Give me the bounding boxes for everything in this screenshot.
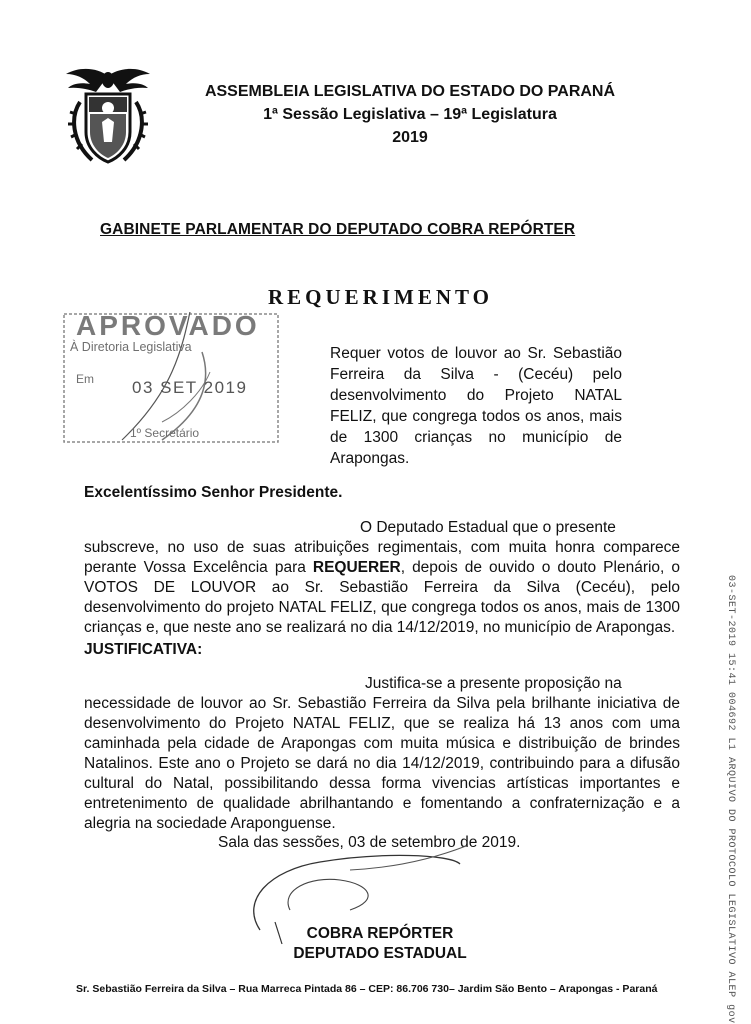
request-indent: O Deputado Estadual que o presente: [360, 519, 616, 536]
gabinete-heading: GABINETE PARLAMENTAR DO DEPUTADO COBRA REPÓRTER: [100, 221, 576, 238]
document-title: REQUERIMENTO: [268, 285, 493, 309]
request-keyword: REQUERER: [312, 559, 401, 576]
justificativa-heading: JUSTIFICATIVA:: [84, 641, 203, 658]
request-text-a: subscreve, no uso de suas atribuições regimentais, com muita honra comparece perante Vossa Excelência para: [84, 539, 680, 576]
request-summary: Requer votos de louvor ao Sr. Sebastião Ferreira da Silva - (Cecéu) pelo desenvolvimento do Projeto NATAL FELIZ, que congrega todos os anos, mais de 1300 crianças no município de Arapongas.: [330, 345, 622, 467]
parana-coat-of-arms-icon: [62, 62, 154, 170]
assembly-name: ASSEMBLEIA LEGISLATIVA DO ESTADO DO PARANÁ: [204, 83, 616, 100]
stamp-subtitle: À Diretoria Legislativa: [70, 340, 192, 354]
justificativa-indent: Justifica-se a presente proposição na: [365, 675, 622, 692]
year-line: 2019: [392, 129, 428, 146]
closing-line: Sala das sessões, 03 de setembro de 2019.: [218, 834, 521, 851]
protocol-stamp-text: 03-SET-2019 15:41 004692 L1 ARQUIVO DO PROTOCOLO LEGISLATIVO ALEP gov: [725, 575, 736, 1024]
justificativa-text: necessidade de louvor ao Sr. Sebastião Ferreira da Silva pela brilhante iniciativa de desenvolvimento do Projeto NATAL FELIZ, que se realiza há 13 anos com uma caminhada pela cidade de Arapongas com muita música e distribuição de brindes Natalinos. Este ano o Projeto se dará no dia 14/12/2019, contribuindo para a difusão cultural do Natal, possibilitando dessa forma vivencias artísticas importantes e entretenimento de qualidade abrilhantando e fomentando a confraternização e a alegria na sociedade Araponguense.: [84, 695, 680, 832]
stamp-role: 1º Secretário: [130, 426, 200, 440]
salutation: Excelentíssimo Senhor Presidente.: [84, 484, 343, 501]
justificativa-paragraph: [84, 674, 680, 834]
stamp-status: APROVADO: [76, 310, 260, 341]
session-line: 1ª Sessão Legislativa – 19ª Legislatura: [263, 106, 557, 123]
signer-name: COBRA REPÓRTER: [306, 925, 454, 942]
request-paragraph: [84, 518, 680, 638]
footer-address: Sr. Sebastião Ferreira da Silva – Rua Marreca Pintada 86 – CEP: 86.706 730– Jardim São Bento – Arapongas - Paraná: [76, 983, 658, 995]
request-text-b: , depois de ouvido o douto Plenário, o VOTOS DE LOUVOR ao Sr. Sebastião Ferreira da Silva (Cecéu), pelo desenvolvimento do projeto NATAL FELIZ, que congrega todos os anos, mais de 1300 crianças e, que neste ano se realizará no dia 14/12/2019, no município de Arapongas.: [84, 559, 681, 636]
approval-stamp: [62, 312, 282, 446]
stamp-date-label: Em: [76, 372, 94, 386]
signer-role: DEPUTADO ESTADUAL: [293, 945, 467, 962]
stamp-date: 03 SET 2019: [132, 378, 248, 397]
protocol-stamp: [712, 575, 742, 1024]
